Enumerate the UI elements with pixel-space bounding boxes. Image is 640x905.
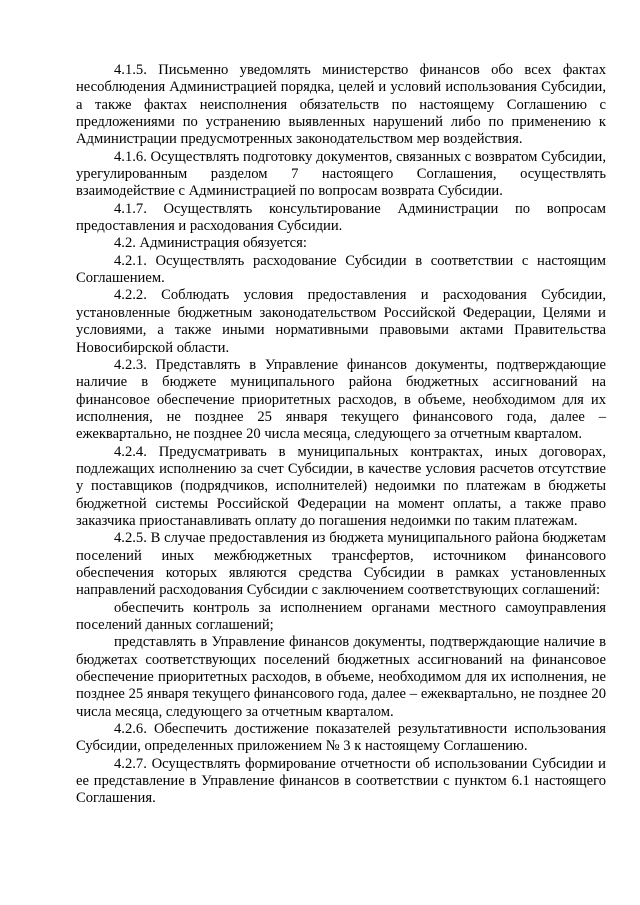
paragraph-4-2-4: 4.2.4. Предусматривать в муниципальных контрактах, иных договорах, подлежащих исполнению за счет Субсидии, в качестве условия расчетов отсутствие у поставщиков (подрядчиков, исполнителей) недоимки по платежам в бюджеты бюджетной системы Российской Федерации на момент оплаты, а также право заказчика приостанавливать оплату до погашения недоимки по таким платежам.	[76, 443, 606, 529]
paragraph-4-1-6: 4.1.6. Осуществлять подготовку документов, связанных с возвратом Субсидии, урегулированным разделом 7 настоящего Соглашения, осуществлять взаимодействие с Администрацией по вопросам возврата Субсидии.	[76, 148, 606, 200]
paragraph-4-2-5-item-1: обеспечить контроль за исполнением органами местного самоуправления поселений данных соглашений;	[76, 599, 606, 633]
paragraph-4-1-5: 4.1.5. Письменно уведомлять министерство финансов обо всех фактах несоблюдения Администрацией порядка, целей и условий использования Субсидии, а также фактах неисполнения обязательств по настоящему Соглашению с предложениями по устранению выявленных нарушений либо по применению к Администрации предусмотренных законодательством мер воздействия.	[76, 62, 606, 148]
paragraph-4-2: 4.2. Администрация обязуется:	[114, 235, 307, 252]
paragraph-4-2-2: 4.2.2. Соблюдать условия предоставления и расходования Субсидии, установленные бюджетным законодательством Российской Федерации, Целями и условиями, а также иными нормативными правовыми актами Правительства Новосибирской области.	[76, 287, 606, 356]
document-page	[76, 62, 606, 808]
paragraph-4-2-3: 4.2.3. Представлять в Управление финансов документы, подтверждающие наличие в бюджете муниципального района бюджетных ассигнований на финансовое обеспечение приоритетных расходов, в объеме, необходимом для их исполнения, не позднее 25 января текущего финансового года, далее – ежеквартально, не позднее 20 числа месяца, следующего за отчетным кварталом.	[76, 356, 606, 443]
paragraph-4-2-7: 4.2.7. Осуществлять формирование отчетности об использовании Субсидии и ее представление в Управление финансов в соответствии с пунктом 6.1 настоящего Соглашения.	[76, 755, 606, 807]
paragraph-4-2-5: 4.2.5. В случае предоставления из бюджета муниципального района бюджетам поселений иных межбюджетных трансфертов, источником финансового обеспечения которых являются средства Субсидии в рамках установленных направлений расходования Субсидии с заключением соответствующих соглашений:	[76, 530, 606, 599]
paragraph-4-2-5-item-2: представлять в Управление финансов документы, подтверждающие наличие в бюджетах соответствующих поселений бюджетных ассигнований на финансовое обеспечение приоритетных расходов, в объеме, необходимом для их исполнения, не позднее 25 января текущего финансового года, далее – ежеквартально, не позднее 20 числа месяца, следующего за отчетным кварталом.	[76, 634, 606, 720]
paragraph-4-2-6: 4.2.6. Обеспечить достижение показателей результативности использования Субсидии, определенных приложением № 3 к настоящему Соглашению.	[76, 721, 606, 755]
paragraph-4-2-1: 4.2.1. Осуществлять расходование Субсидии в соответствии с настоящим Соглашением.	[76, 252, 606, 287]
paragraph-4-1-7: 4.1.7. Осуществлять консультирование Администрации по вопросам предоставления и расходования Субсидии.	[76, 200, 606, 235]
